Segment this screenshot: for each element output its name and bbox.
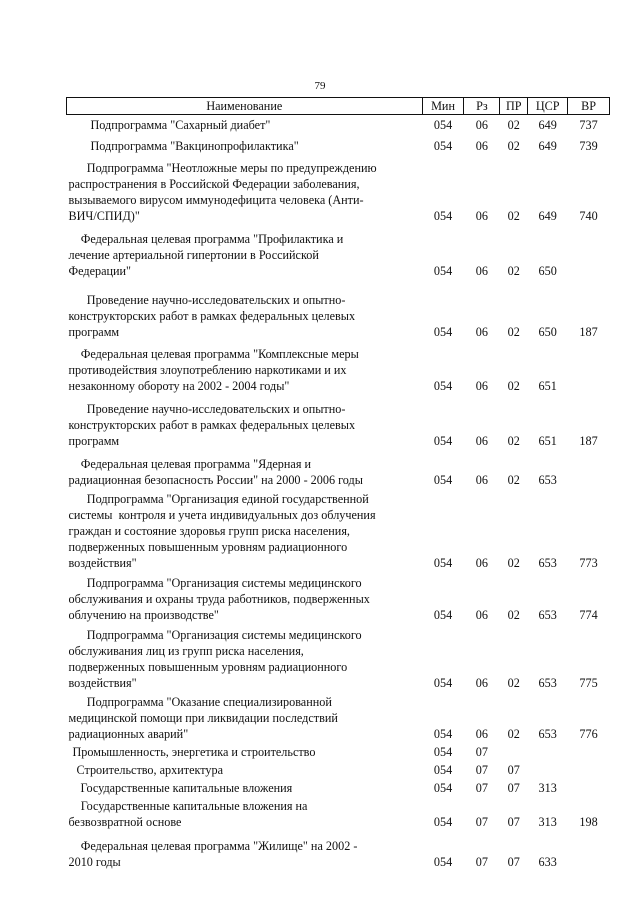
row-vr: 774 <box>579 608 598 622</box>
row-vr: 187 <box>579 434 598 448</box>
row-name <box>67 341 423 395</box>
row-vr <box>568 761 610 779</box>
row-rz: 07 <box>475 815 488 829</box>
table-row <box>67 341 610 395</box>
row-name-line: безвозвратной основе <box>68 815 182 829</box>
row-vr <box>568 341 610 395</box>
row-min: 054 <box>433 763 453 777</box>
row-name <box>67 743 423 761</box>
row-pr <box>500 743 528 761</box>
row-pr: 02 <box>507 139 520 153</box>
row-name <box>67 115 423 135</box>
row-name-line: Подпрограмма "Организация системы медицинского <box>68 576 362 590</box>
row-vr: 187 <box>579 325 598 339</box>
row-rz: 06 <box>475 118 488 132</box>
row-csr: 649 <box>538 139 557 153</box>
row-name-line: облучению на производстве" <box>68 608 219 622</box>
row-name-line: Подпрограмма "Сахарный диабет" <box>90 118 271 132</box>
row-min: 054 <box>433 434 453 448</box>
row-min: 054 <box>433 556 453 570</box>
row-min: 054 <box>433 815 453 829</box>
row-pr: 07 <box>507 855 520 869</box>
row-name <box>67 624 423 692</box>
row-min: 054 <box>433 781 453 795</box>
row-csr <box>528 761 568 779</box>
row-vr: 198 <box>579 815 598 829</box>
row-name-line: Проведение научно-исследовательских и опытно- <box>68 402 346 416</box>
row-name-line: Подпрограмма "Организация единой государственной <box>68 492 369 506</box>
row-name-line: Строительство, архитектура <box>76 763 223 777</box>
row-name-line: Федеральная целевая программа "Ядерная и <box>68 457 312 471</box>
row-name-line: радиационных аварий" <box>68 727 189 741</box>
row-pr: 02 <box>507 379 520 393</box>
table-row <box>67 155 610 225</box>
row-name-line: Федеральная целевая программа "Комплексные меры <box>68 347 359 361</box>
page-number: 79 <box>314 80 326 92</box>
header-csr: ЦСР <box>528 98 568 115</box>
table-row <box>67 134 610 155</box>
row-name-line: граждан и состояние здоровья групп риска населения, <box>68 524 350 538</box>
row-name-line: обслуживания лиц из групп риска населения, <box>68 644 304 658</box>
row-rz: 06 <box>475 434 488 448</box>
row-csr: 651 <box>538 379 557 393</box>
row-min: 054 <box>433 379 453 393</box>
row-name-line: программ <box>68 434 120 448</box>
table-row <box>67 624 610 692</box>
row-name-line: подверженных повышенным уровням радиационного <box>68 660 348 674</box>
row-csr: 653 <box>538 473 557 487</box>
row-min: 054 <box>433 139 453 153</box>
row-vr <box>568 743 610 761</box>
row-csr: 650 <box>538 325 557 339</box>
row-name-line: Федерации" <box>68 264 132 278</box>
row-pr: 02 <box>507 325 520 339</box>
table-row <box>67 743 610 761</box>
row-name-line: распространения в Российской Федерации заболевания, <box>68 177 360 191</box>
header-pr: ПР <box>500 98 528 115</box>
row-name <box>67 280 423 341</box>
row-vr: 740 <box>579 209 598 223</box>
row-csr: 313 <box>538 815 557 829</box>
row-name-line: воздействия" <box>68 556 137 570</box>
row-vr: 776 <box>579 727 598 741</box>
row-csr: 653 <box>538 727 557 741</box>
row-csr: 649 <box>538 209 557 223</box>
row-pr: 02 <box>507 264 520 278</box>
row-pr: 02 <box>507 608 520 622</box>
row-rz: 06 <box>475 209 488 223</box>
row-name <box>67 155 423 225</box>
table-row <box>67 797 610 831</box>
row-name <box>67 489 423 572</box>
row-rz: 07 <box>475 855 488 869</box>
row-name <box>67 225 423 280</box>
table-row <box>67 395 610 450</box>
row-min: 054 <box>433 745 453 759</box>
row-name-line: медицинской помощи при ликвидации последствий <box>68 711 338 725</box>
row-rz: 06 <box>475 727 488 741</box>
row-name-line: Промышленность, энергетика и строительство <box>72 745 316 759</box>
row-rz: 06 <box>475 608 488 622</box>
header-min: Мин <box>422 98 464 115</box>
row-name <box>67 692 423 743</box>
row-rz: 06 <box>475 325 488 339</box>
row-min: 054 <box>433 209 453 223</box>
row-name-line: вызываемого вирусом иммунодефицита человека (Анти- <box>68 193 364 207</box>
row-pr: 02 <box>507 727 520 741</box>
header-rz: Рз <box>464 98 500 115</box>
row-rz: 07 <box>475 763 488 777</box>
row-csr: 653 <box>538 676 557 690</box>
row-vr <box>568 225 610 280</box>
row-rz: 06 <box>475 264 488 278</box>
row-name-line: радиационная безопасность России" на 2000 - 2006 годы <box>68 473 363 487</box>
row-name-line: Подпрограмма "Вакцинопрофилактика" <box>90 139 299 153</box>
row-rz: 06 <box>475 556 488 570</box>
row-pr: 07 <box>507 763 520 777</box>
row-name-line: лечение артериальной гипертонии в Российской <box>68 248 319 262</box>
row-rz: 07 <box>475 745 488 759</box>
row-vr: 739 <box>579 139 598 153</box>
row-min: 054 <box>433 608 453 622</box>
row-vr: 775 <box>579 676 598 690</box>
row-name-line: конструкторских работ в рамках федеральных целевых <box>68 309 356 323</box>
row-name <box>67 395 423 450</box>
row-name-line: подверженных повышенным уровням радиационного <box>68 540 348 554</box>
row-name-line: Федеральная целевая программа "Профилактика и <box>68 232 344 246</box>
row-name <box>67 797 423 831</box>
row-name-line: конструкторских работ в рамках федеральных целевых <box>68 418 356 432</box>
row-csr: 649 <box>538 118 557 132</box>
table-header-row <box>67 98 610 115</box>
row-name-line: Подпрограмма "Организация системы медицинского <box>68 628 362 642</box>
row-name <box>67 761 423 779</box>
table-row <box>67 280 610 341</box>
row-csr: 650 <box>538 264 557 278</box>
row-name-line: Государственные капитальные вложения на <box>68 799 308 813</box>
row-vr <box>568 779 610 797</box>
row-csr: 313 <box>538 781 557 795</box>
budget-table <box>66 97 610 871</box>
row-name-line: воздействия" <box>68 676 137 690</box>
row-csr: 653 <box>538 556 557 570</box>
table-row <box>67 489 610 572</box>
row-name-line: Государственные капитальные вложения <box>80 781 293 795</box>
row-name-line: Подпрограмма "Неотложные меры по предупреждению <box>68 161 377 175</box>
row-pr: 07 <box>507 815 520 829</box>
row-name-line: 2010 годы <box>68 855 121 869</box>
row-csr: 653 <box>538 608 557 622</box>
table-row <box>67 831 610 871</box>
row-rz: 06 <box>475 473 488 487</box>
row-csr: 633 <box>538 855 557 869</box>
row-csr: 651 <box>538 434 557 448</box>
row-pr: 07 <box>507 781 520 795</box>
row-name-line: системы контроля и учета индивидуальных доз облучения <box>68 508 376 522</box>
row-name-line: Федеральная целевая программа "Жилище" на 2002 - <box>68 839 358 853</box>
row-name-line: противодействия злоупотреблению наркотиками и их <box>68 363 347 377</box>
row-vr <box>568 450 610 489</box>
row-name-line: ВИЧ/СПИД)" <box>68 209 140 223</box>
row-name-line: незаконному обороту на 2002 - 2004 годы" <box>68 379 290 393</box>
row-min: 054 <box>433 118 453 132</box>
row-min: 054 <box>433 727 453 741</box>
header-vr: ВР <box>568 98 610 115</box>
table-row <box>67 115 610 135</box>
table-row <box>67 692 610 743</box>
table-row <box>67 225 610 280</box>
row-rz: 06 <box>475 676 488 690</box>
row-name-line: Проведение научно-исследовательских и опытно- <box>68 293 346 307</box>
row-name <box>67 450 423 489</box>
row-vr: 773 <box>579 556 598 570</box>
row-name <box>67 134 423 155</box>
table-row <box>67 572 610 624</box>
row-min: 054 <box>433 676 453 690</box>
row-min: 054 <box>433 473 453 487</box>
row-pr: 02 <box>507 556 520 570</box>
table-row <box>67 450 610 489</box>
row-pr: 02 <box>507 676 520 690</box>
row-vr <box>568 831 610 871</box>
row-rz: 07 <box>475 781 488 795</box>
row-name <box>67 831 423 871</box>
table-row <box>67 779 610 797</box>
row-min: 054 <box>433 264 453 278</box>
row-csr <box>528 743 568 761</box>
row-pr: 02 <box>507 434 520 448</box>
row-pr: 02 <box>507 209 520 223</box>
row-pr: 02 <box>507 473 520 487</box>
row-min: 054 <box>433 325 453 339</box>
row-rz: 06 <box>475 139 488 153</box>
row-rz: 06 <box>475 379 488 393</box>
row-pr: 02 <box>507 118 520 132</box>
row-name <box>67 572 423 624</box>
row-min: 054 <box>433 855 453 869</box>
row-name-line: обслуживания и охраны труда работников, подверженных <box>68 592 370 606</box>
row-vr: 737 <box>579 118 598 132</box>
table-row <box>67 761 610 779</box>
row-name-line: программ <box>68 325 120 339</box>
header-name: Наименование <box>67 98 423 115</box>
row-name-line: Подпрограмма "Оказание специализированной <box>68 695 332 709</box>
row-name <box>67 779 423 797</box>
